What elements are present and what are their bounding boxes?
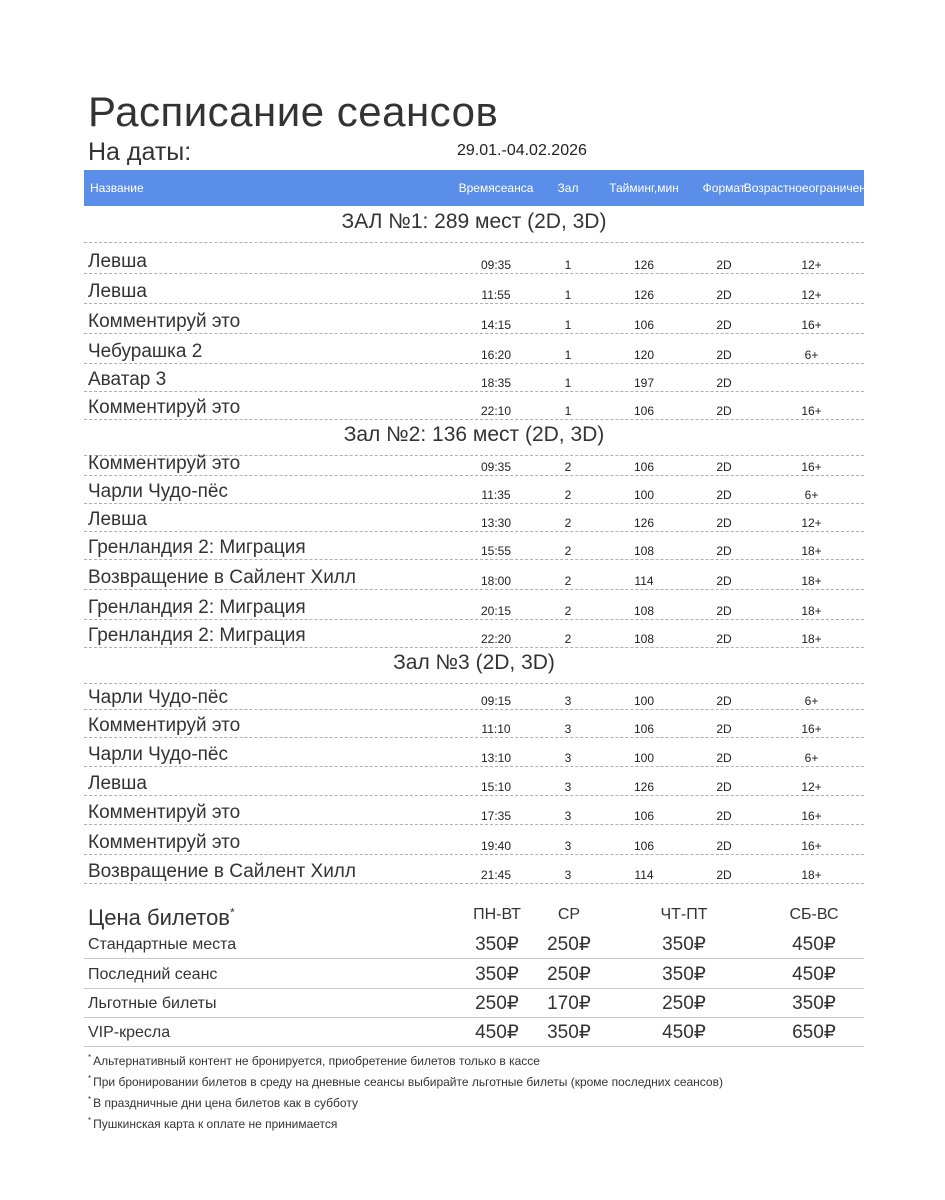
age-rating: 16+ [801, 839, 822, 853]
table-row [84, 244, 864, 274]
price-value: 350₽ [662, 934, 706, 955]
header-name: Название [90, 180, 144, 195]
format: 2D [716, 488, 732, 502]
movie-title: Чебурашка 2 [88, 341, 203, 362]
hall-number: 3 [564, 780, 572, 794]
table-row [84, 274, 864, 304]
price-value: 450₽ [792, 934, 836, 955]
movie-title: Чарли Чудо-пёс [88, 687, 228, 708]
price-row [84, 929, 864, 959]
price-row [84, 1017, 864, 1047]
session-time: 14:15 [480, 318, 512, 332]
section-title: ЗАЛ №1: 289 мест (2D, 3D) [341, 210, 607, 233]
price-value: 170₽ [547, 993, 591, 1014]
prices-title-mark: * [230, 905, 235, 920]
movie-title: Возвращение в Сайлент Хилл [88, 567, 356, 588]
price-value: 250₽ [475, 993, 519, 1014]
footnote [88, 1116, 337, 1131]
table-row [84, 362, 864, 392]
duration: 126 [633, 258, 655, 272]
session-time: 18:00 [480, 574, 512, 588]
session-time: 15:10 [480, 780, 512, 794]
section-title: Зал №2: 136 мест (2D, 3D) [343, 423, 605, 446]
format: 2D [716, 404, 732, 418]
movie-title: Левша [88, 251, 147, 272]
prices-title [88, 905, 235, 931]
dates-label: На даты: [88, 138, 192, 166]
age-rating: 18+ [801, 544, 822, 558]
table-row [84, 560, 864, 590]
format: 2D [716, 722, 732, 736]
hall-number: 3 [564, 809, 572, 823]
movie-title: Возвращение в Сайлент Хилл [88, 861, 356, 882]
hall-number: 3 [564, 694, 572, 708]
duration: 197 [633, 376, 655, 390]
footnote [88, 1074, 723, 1089]
table-row [84, 446, 864, 476]
price-value: 250₽ [547, 934, 591, 955]
header-hall: Зал [557, 180, 579, 195]
movie-title: Гренландия 2: Миграция [88, 537, 306, 558]
format: 2D [716, 574, 732, 588]
duration: 106 [633, 809, 655, 823]
duration: 100 [633, 751, 655, 765]
duration: 106 [633, 460, 655, 474]
age-rating: 12+ [801, 780, 822, 794]
hall-number: 2 [564, 604, 572, 618]
footnote [88, 1053, 540, 1068]
table-row [84, 390, 864, 420]
footnote-mark: * [88, 1053, 92, 1062]
table-row [84, 854, 864, 884]
hall-number: 1 [564, 348, 572, 362]
duration: 108 [633, 544, 655, 558]
header-time-line2: сеанса [494, 180, 534, 195]
format: 2D [716, 516, 732, 530]
duration: 114 [634, 868, 654, 882]
table-row [84, 530, 864, 560]
format: 2D [716, 544, 732, 558]
duration: 106 [633, 318, 655, 332]
hall-number: 2 [564, 574, 572, 588]
header-duration-line1: Тайминг, [609, 180, 658, 195]
price-day-sat-sun: СБ-ВС [789, 906, 839, 923]
duration: 106 [633, 722, 655, 736]
format: 2D [716, 751, 732, 765]
duration: 126 [633, 288, 655, 302]
page-title: Расписание сеансов [88, 88, 499, 135]
hall-number: 1 [564, 376, 572, 390]
price-day-thu-fri: ЧТ-ПТ [660, 906, 708, 923]
price-value: 250₽ [662, 993, 706, 1014]
table-row [84, 590, 864, 620]
age-rating: 6+ [804, 348, 819, 362]
hall-number: 1 [564, 258, 572, 272]
table-row [84, 708, 864, 738]
price-category: VIP-кресла [88, 1024, 171, 1041]
hall-number: 2 [564, 488, 572, 502]
footnote [88, 1095, 358, 1110]
age-rating: 18+ [801, 632, 822, 646]
age-rating: 18+ [801, 604, 822, 618]
format: 2D [716, 258, 732, 272]
format: 2D [716, 318, 732, 332]
footnote-text: В праздничные дни цена билетов как в субботу [93, 1096, 358, 1110]
table-row [84, 766, 864, 796]
header-age-line1: Возрастное [743, 180, 809, 195]
price-value: 350₽ [547, 1022, 591, 1043]
movie-title: Комментируй это [88, 802, 241, 823]
session-time: 11:35 [481, 488, 511, 502]
hall-number: 2 [564, 632, 572, 646]
header-duration [604, 170, 684, 206]
format: 2D [716, 780, 732, 794]
footnote-text: Пушкинская карта к оплате не принимается [93, 1117, 338, 1131]
hall-number: 3 [564, 722, 572, 736]
age-rating: 12+ [801, 258, 822, 272]
movie-title: Комментируй это [88, 397, 241, 418]
hall-number: 2 [564, 516, 572, 530]
movie-title: Комментируй это [88, 715, 241, 736]
price-day-mon-tue: ПН-ВТ [473, 906, 521, 923]
movie-title: Левша [88, 773, 147, 794]
session-time: 18:35 [480, 376, 512, 390]
session-time: 17:35 [480, 809, 512, 823]
format: 2D [716, 460, 732, 474]
hall-number: 2 [564, 460, 572, 474]
session-time: 13:30 [480, 516, 512, 530]
price-category: Последний сеанс [88, 966, 218, 983]
table-row [84, 502, 864, 532]
session-time: 22:10 [480, 404, 512, 418]
duration: 108 [633, 632, 655, 646]
table-row [84, 474, 864, 504]
age-rating: 12+ [801, 516, 822, 530]
age-rating: 6+ [804, 751, 819, 765]
session-time: 11:10 [481, 722, 511, 736]
movie-title: Комментируй это [88, 832, 241, 853]
table-row [84, 618, 864, 648]
duration: 100 [633, 694, 655, 708]
prices-title-text: Цена билетов [88, 905, 230, 930]
duration: 106 [633, 404, 655, 418]
duration: 114 [634, 574, 654, 588]
session-time: 13:10 [480, 751, 512, 765]
header-age-line2: ограничение [808, 180, 880, 195]
duration: 126 [633, 780, 655, 794]
duration: 126 [633, 516, 655, 530]
hall-number: 1 [564, 404, 572, 418]
dates-value: 29.01.-04.02.2026 [457, 142, 587, 159]
session-time: 19:40 [480, 839, 512, 853]
header-duration-line2: мин [657, 180, 679, 195]
format: 2D [716, 632, 732, 646]
format: 2D [716, 348, 732, 362]
hall-number: 1 [564, 288, 572, 302]
hall-number: 3 [564, 868, 572, 882]
movie-title: Гренландия 2: Миграция [88, 625, 306, 646]
price-value: 450₽ [662, 1022, 706, 1043]
movie-title: Аватар 3 [88, 369, 167, 390]
movie-title: Чарли Чудо-пёс [88, 744, 228, 765]
table-row [84, 825, 864, 855]
table-row [84, 737, 864, 767]
movie-title: Левша [88, 281, 147, 302]
format: 2D [716, 604, 732, 618]
table-row [84, 334, 864, 364]
movie-title: Левша [88, 509, 147, 530]
price-category: Льготные билеты [88, 995, 217, 1012]
movie-title: Комментируй это [88, 453, 241, 474]
age-rating: 16+ [801, 318, 822, 332]
age-rating: 18+ [801, 868, 822, 882]
price-value: 350₽ [662, 964, 706, 985]
session-time: 20:15 [480, 604, 512, 618]
price-day-wed: СР [557, 906, 581, 923]
format: 2D [716, 288, 732, 302]
header-format: Формат [702, 180, 746, 195]
age-rating: 12+ [801, 288, 822, 302]
movie-title: Гренландия 2: Миграция [88, 597, 306, 618]
session-time: 22:20 [480, 632, 512, 646]
hall-number: 2 [564, 544, 572, 558]
header-time-line1: Время [458, 180, 495, 195]
price-value: 350₽ [475, 934, 519, 955]
section-divider [84, 242, 864, 243]
movie-title: Чарли Чудо-пёс [88, 481, 228, 502]
session-time: 09:15 [480, 694, 512, 708]
hall-number: 3 [564, 839, 572, 853]
footnote-text: Альтернативный контент не бронируется, приобретение билетов только в кассе [93, 1054, 540, 1068]
session-time: 21:45 [480, 868, 512, 882]
age-rating: 16+ [801, 460, 822, 474]
age-rating: 18+ [801, 574, 822, 588]
footnote-mark: * [88, 1116, 92, 1125]
format: 2D [716, 839, 732, 853]
age-rating: 6+ [804, 488, 819, 502]
price-category: Стандартные места [88, 936, 237, 953]
price-value: 650₽ [792, 1022, 836, 1043]
age-rating: 16+ [801, 722, 822, 736]
table-row [84, 795, 864, 825]
age-rating: 16+ [801, 404, 822, 418]
header-age [743, 170, 880, 206]
footnote-mark: * [88, 1095, 92, 1104]
session-time: 15:55 [480, 544, 512, 558]
duration: 106 [633, 839, 655, 853]
session-time: 09:35 [480, 258, 512, 272]
session-time: 11:55 [481, 288, 511, 302]
session-time: 16:20 [480, 348, 512, 362]
price-value: 350₽ [792, 993, 836, 1014]
header-time [456, 170, 536, 206]
section-title: Зал №3 (2D, 3D) [393, 651, 555, 674]
price-row [84, 988, 864, 1018]
format: 2D [716, 868, 732, 882]
hall-number: 1 [564, 318, 572, 332]
duration: 100 [633, 488, 655, 502]
movie-title: Комментируй это [88, 311, 241, 332]
price-value: 250₽ [547, 964, 591, 985]
format: 2D [716, 376, 732, 390]
price-value: 450₽ [792, 964, 836, 985]
duration: 120 [633, 348, 655, 362]
duration: 108 [633, 604, 655, 618]
footnote-text: При бронировании билетов в среду на дневные сеансы выбирайте льготные билеты (кроме последних сеансов) [93, 1075, 723, 1089]
format: 2D [716, 809, 732, 823]
session-time: 09:35 [480, 460, 512, 474]
age-rating: 16+ [801, 809, 822, 823]
price-row [84, 959, 864, 989]
table-row [84, 304, 864, 334]
format: 2D [716, 694, 732, 708]
table-header [84, 170, 880, 206]
table-row [84, 680, 864, 710]
price-value: 450₽ [475, 1022, 519, 1043]
age-rating: 6+ [804, 694, 819, 708]
hall-number: 3 [564, 751, 572, 765]
price-value: 350₽ [475, 964, 519, 985]
footnote-mark: * [88, 1074, 92, 1083]
